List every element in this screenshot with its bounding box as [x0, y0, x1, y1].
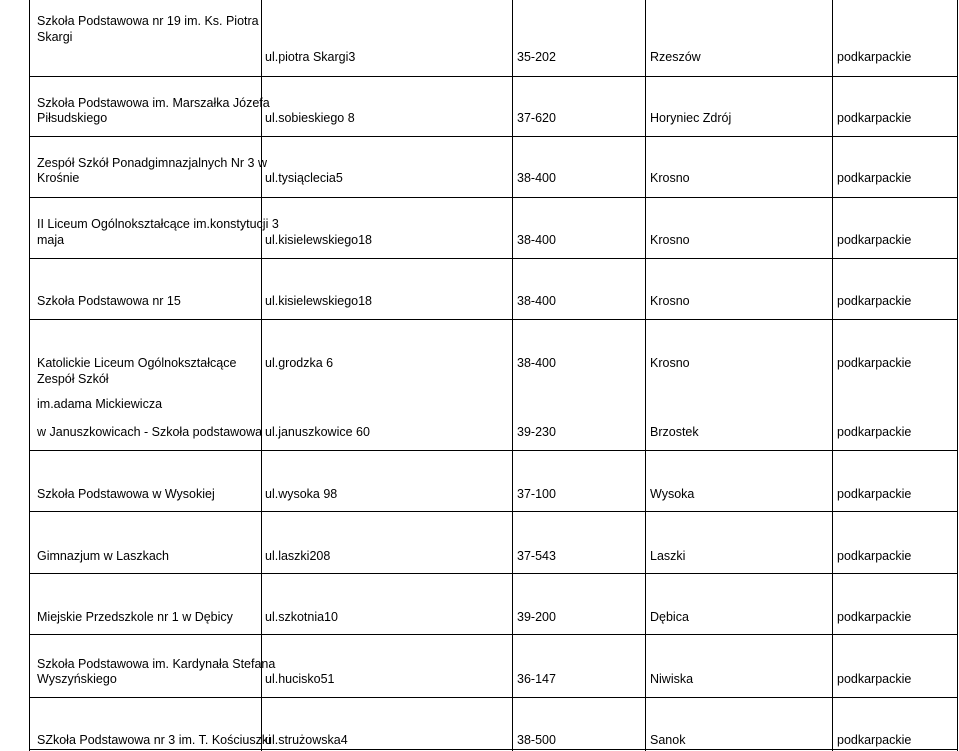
- region-cell: podkarpackie: [837, 733, 912, 747]
- street-cell: ul.hucisko51: [265, 672, 335, 686]
- row-divider: [29, 697, 958, 698]
- row-divider: [29, 197, 958, 198]
- school-name-line: Wyszyńskiego: [37, 672, 117, 686]
- school-name-line: Szkoła Podstawowa im. Kardynała Stefana: [37, 657, 276, 671]
- city-cell: Horyniec Zdrój: [650, 111, 732, 125]
- street-cell: ul.piotra Skargi3: [265, 50, 356, 64]
- street-cell: ul.kisielewskiego18: [265, 233, 373, 247]
- postal-code-cell: 38-400: [517, 171, 556, 185]
- region-cell: podkarpackie: [837, 610, 912, 624]
- school-name-line: Miejskie Przedszkole nr 1 w Dębicy: [37, 610, 233, 624]
- region-cell: podkarpackie: [837, 425, 912, 439]
- region-cell: podkarpackie: [837, 171, 912, 185]
- column-divider: [512, 0, 513, 751]
- school-name-line: Szkoła Podstawowa nr 15: [37, 294, 181, 308]
- postal-code-cell: 37-620: [517, 111, 556, 125]
- row-divider: [29, 450, 958, 451]
- postal-code-cell: 39-200: [517, 610, 556, 624]
- postal-code-cell: 37-543: [517, 549, 556, 563]
- region-cell: podkarpackie: [837, 487, 912, 501]
- column-divider: [261, 0, 262, 751]
- row-divider: [29, 634, 958, 635]
- street-cell: ul.szkotnia10: [265, 610, 338, 624]
- row-divider: [29, 573, 958, 574]
- city-cell: Sanok: [650, 733, 686, 747]
- row-divider: [29, 749, 958, 750]
- row-divider: [29, 136, 958, 137]
- postal-code-cell: 38-500: [517, 733, 556, 747]
- street-cell: ul.grodzka 6: [265, 356, 334, 370]
- postal-code-cell: 38-400: [517, 356, 556, 370]
- postal-code-cell: 38-400: [517, 294, 556, 308]
- city-cell: Wysoka: [650, 487, 695, 501]
- region-cell: podkarpackie: [837, 549, 912, 563]
- row-divider: [29, 511, 958, 512]
- row-divider: [29, 319, 958, 320]
- street-cell: ul.laszki208: [265, 549, 331, 563]
- region-cell: podkarpackie: [837, 233, 912, 247]
- school-name-line: Krośnie: [37, 171, 80, 185]
- column-divider: [645, 0, 646, 751]
- street-cell: ul.strużowska4: [265, 733, 348, 747]
- city-cell: Niwiska: [650, 672, 694, 686]
- school-name-line: II Liceum Ogólnokształcące im.konstytucji 3: [37, 217, 279, 231]
- postal-code-cell: 35-202: [517, 50, 556, 64]
- postal-code-cell: 39-230: [517, 425, 556, 439]
- street-cell: ul.wysoka 98: [265, 487, 338, 501]
- school-name-line: Piłsudskiego: [37, 111, 108, 125]
- row-divider: [29, 76, 958, 77]
- school-name-line: Katolickie Liceum Ogólnokształcące: [37, 356, 237, 370]
- region-cell: podkarpackie: [837, 294, 912, 308]
- school-name-line: maja: [37, 233, 65, 247]
- region-cell: podkarpackie: [837, 111, 912, 125]
- city-cell: Krosno: [650, 171, 690, 185]
- school-name-line: Szkoła Podstawowa w Wysokiej: [37, 487, 215, 501]
- city-cell: Krosno: [650, 233, 690, 247]
- column-divider: [832, 0, 833, 751]
- region-cell: podkarpackie: [837, 356, 912, 370]
- city-cell: Laszki: [650, 549, 686, 563]
- school-name-line: w Januszkowicach - Szkoła podstawowa: [37, 425, 263, 439]
- column-divider: [29, 0, 30, 751]
- city-cell: Rzeszów: [650, 50, 701, 64]
- street-cell: ul.tysiąclecia5: [265, 171, 343, 185]
- school-name-line: Skargi: [37, 30, 73, 44]
- city-cell: Krosno: [650, 356, 690, 370]
- city-cell: Dębica: [650, 610, 689, 624]
- row-divider: [29, 258, 958, 259]
- school-name-line: Zespół Szkół Ponadgimnazjalnych Nr 3 w: [37, 156, 267, 170]
- school-name-line: Zespół Szkół: [37, 372, 109, 386]
- region-cell: podkarpackie: [837, 672, 912, 686]
- postal-code-cell: 38-400: [517, 233, 556, 247]
- street-cell: ul.sobieskiego 8: [265, 111, 355, 125]
- city-cell: Krosno: [650, 294, 690, 308]
- postal-code-cell: 37-100: [517, 487, 556, 501]
- school-name-line: im.adama Mickiewicza: [37, 397, 163, 411]
- column-divider: [957, 0, 958, 751]
- school-name-line: Gimnazjum w Laszkach: [37, 549, 169, 563]
- postal-code-cell: 36-147: [517, 672, 556, 686]
- street-cell: ul.kisielewskiego18: [265, 294, 373, 308]
- city-cell: Brzostek: [650, 425, 699, 439]
- school-name-line: Szkoła Podstawowa im. Marszałka Józefa: [37, 96, 270, 110]
- region-cell: podkarpackie: [837, 50, 912, 64]
- school-name-line: Szkoła Podstawowa nr 19 im. Ks. Piotra: [37, 14, 259, 28]
- street-cell: ul.januszkowice 60: [265, 425, 370, 439]
- school-name-line: SZkoła Podstawowa nr 3 im. T. Kościuszki: [37, 733, 271, 747]
